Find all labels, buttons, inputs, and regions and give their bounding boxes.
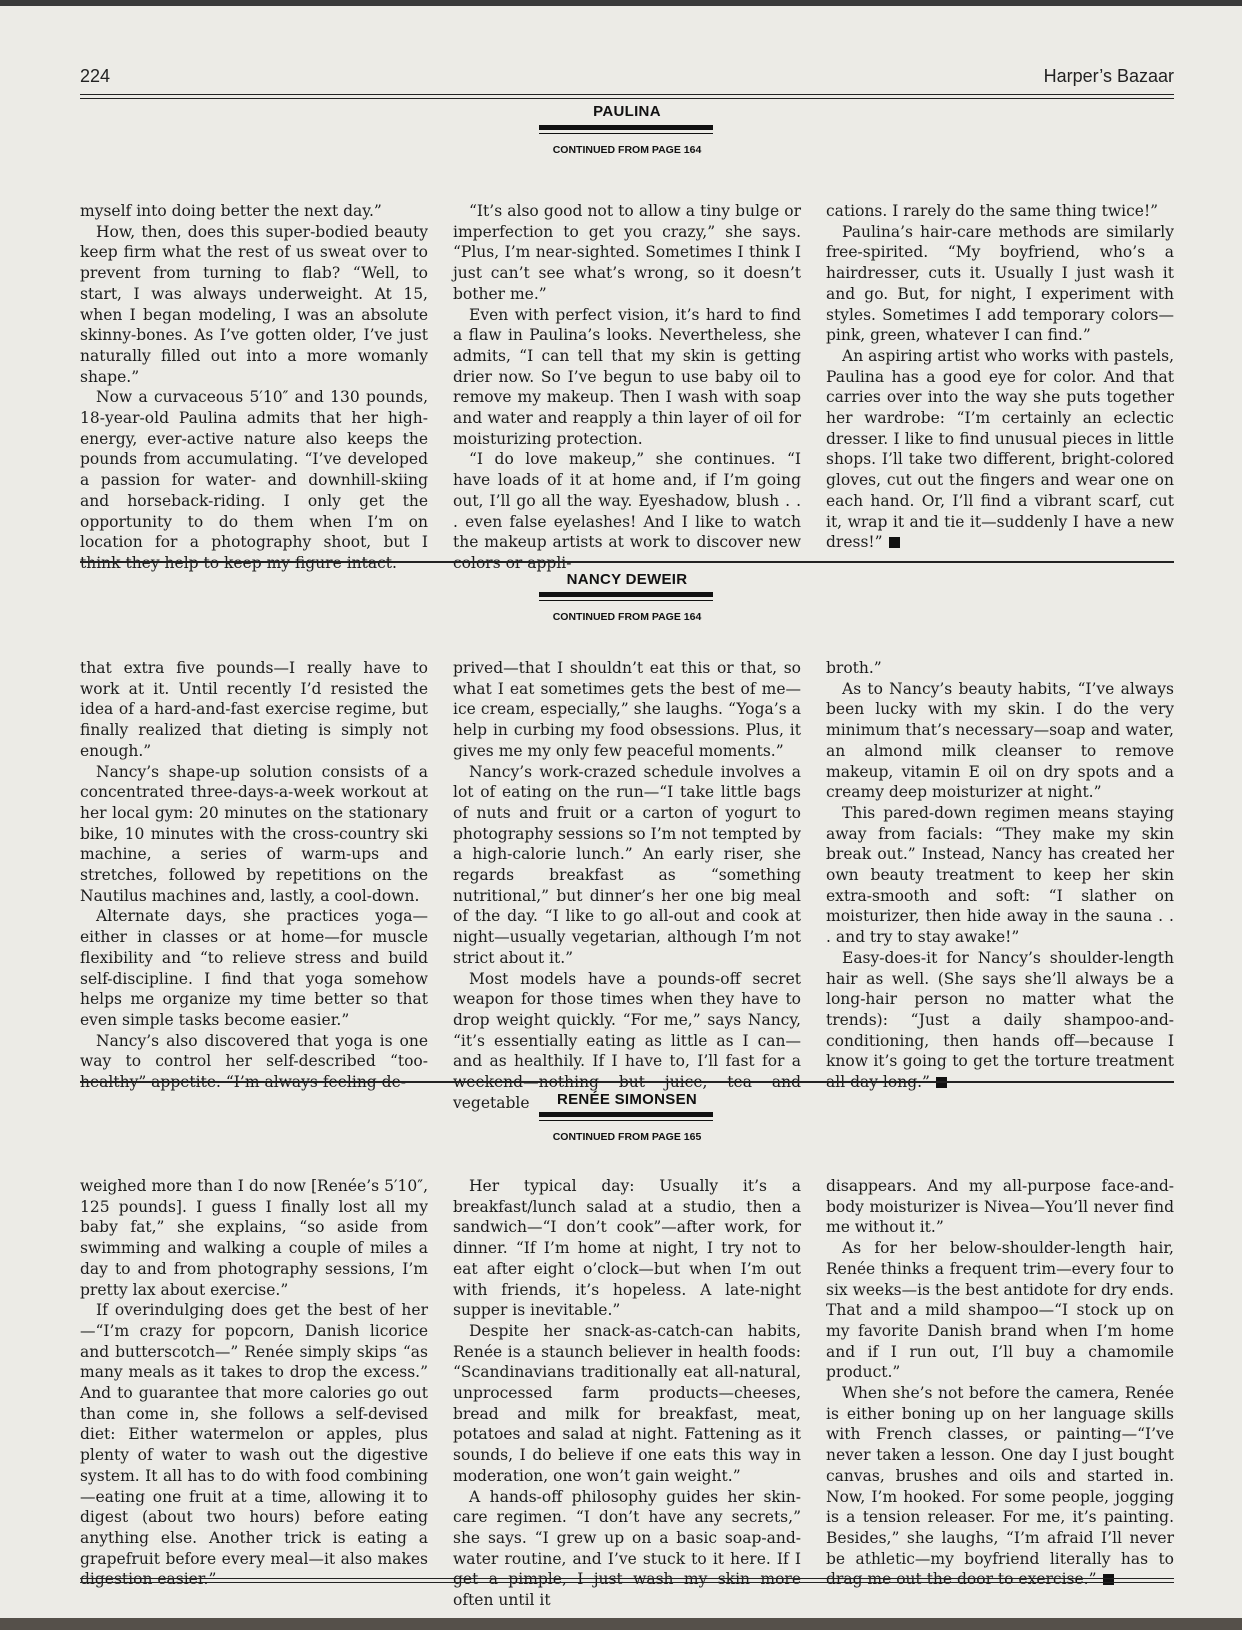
page-number: 224 <box>80 66 111 86</box>
top-edge <box>0 0 1242 6</box>
paragraph: Easy-does-it for Nancy’s shoulder-length hair as well. (She says she’ll always be a long-hair person no matter what the trends): “Just a daily shampoo-and-conditioning, then hands off—because I know it’s going to get the torture treatment all day long.” <box>826 948 1174 1092</box>
paragraph: prived—that I shouldn’t eat this or that, so what I eat sometimes gets the best of me—ice cream, especially,” she laughs. “Yoga’s a help in curbing my food obsessions. Plus, it gives me my only few peaceful moments.” <box>453 659 801 760</box>
paragraph: weighed more than I do now [Renée’s 5′10″, 125 pounds]. I guess I finally lost all my baby fat,” she explains, “so aside from swimming and walking a couple of miles a day to and from photography sessions, I’m pretty lax about exercise.” <box>80 1177 428 1299</box>
paragraph: How, then, does this super-bodied beauty keep firm what the rest of us sweat over to prevent from turning to flab? “Well, to start, I was always underweight. At 15, when I began modeling, I was an absolute skinny-bones. As I’ve gotten older, I’ve just naturally filled out into a more womanly shape.” <box>80 222 428 386</box>
paragraph: that extra five pounds—I really have to work at it. Until recently I’d resisted the idea of a hard-and-fast exercise regime, but finally realized that dieting is simply not enough.” <box>80 659 428 760</box>
continued-from-page: CONTINUED FROM PAGE 164 <box>552 144 702 156</box>
paragraph: An aspiring artist who works with pastels, Paulina has a good eye for color. And that carries over into the way she puts together her wardrobe: “I’m certainly an eclectic dresser. I like to find unusual pieces in little shops. I’ll take two different, bright-colored gloves, cut out the fingers and wear one on each hand. Or, I’ll find a vibrant scarf, cut it, wrap it and tie it—suddenly I have a new dress!” <box>826 346 1174 552</box>
section-title-nancy-deweir: NANCY DEWEIR <box>566 571 688 588</box>
title-rule <box>539 125 713 134</box>
title-rule <box>539 1112 713 1121</box>
paragraph: Alternate days, she practices yoga—either in classes or at home—for muscle flexibility and “to relieve stress and build self-discipline. I find that yoga somehow helps me organize my time better so that even simple tasks become easier.” <box>80 907 428 1029</box>
section-title-paulina: PAULINA <box>593 103 661 120</box>
paragraph: Nancy’s shape-up solution consists of a concentrated three-days-a-week workout at her local gym: 20 minutes on the stationary bike, 10 minutes with the cross-country ski machine, a series of warm-ups and stretches, followed by repetitions on the Nautilus machines and, lastly, a cool-down. <box>80 762 428 905</box>
article-column <box>80 1176 428 1589</box>
paragraph: cations. I rarely do the same thing twice!” <box>826 202 1159 220</box>
article-column <box>80 201 428 572</box>
paragraph: “It’s also good not to allow a tiny bulge or imperfection to get you crazy,” she says. “Plus, I’m near-sighted. Sometimes I think I just can’t see what’s wrong, so it doesn’t bother me.” <box>453 202 801 303</box>
paragraph: A hands-off philosophy guides her skin-care regimen. “I don’t have any secrets,” she says. “I grew up on a basic soap-and-water routine, and I’ve stuck to it here. If I get a pimple, I just wash my skin more often until it <box>453 1487 801 1610</box>
paragraph: myself into doing better the next day.” <box>80 202 382 220</box>
end-mark-icon <box>889 537 900 548</box>
magazine-name: Harper’s Bazaar <box>1043 66 1174 86</box>
paragraph: Most models have a pounds-off secret weapon for those times when they have to drop weight quickly. “For me,” says Nancy, “it’s essentially eating as little as I can—and as healthily. If I have to, I’ll fast for a weekend—nothing but juice, tea and vegetable <box>453 969 801 1112</box>
continued-from-page: CONTINUED FROM PAGE 164 <box>552 611 702 623</box>
paragraph: Even with perfect vision, it’s hard to find a flaw in Paulina’s looks. Nevertheless, she admits, “I can tell that my skin is getting drier now. So I’ve begun to use baby oil to remove my makeup. Then I wash with soap and water and reapply a thin layer of oil for moisturizing protection. <box>453 305 801 448</box>
article-column <box>453 201 801 572</box>
paragraph: Her typical day: Usually it’s a breakfast/lunch salad at a studio, then a sandwich—“I don’t cook”—after work, for dinner. “If I’m home at night, I try not to eat after eight o’clock—but when I’m out with friends, it’s hopeless. A late-night supper is inevitable.” <box>453 1177 801 1320</box>
paragraph: As to Nancy’s beauty habits, “I’ve always been lucky with my skin. I do the very minimum that’s necessary—soap and water, an almond milk cleanser to remove makeup, vitamin E oil on dry spots and a creamy deep moisturizer at night.” <box>826 679 1174 802</box>
paragraph: If overindulging does get the best of her—“I’m crazy for popcorn, Danish licorice and butterscotch—” Renée simply skips “as many meals as it takes to drop the excess.” And to guarantee that more calories go out than come in, she follows a self-devised diet: Either watermelon or apples, plus plenty of water to wash out the digestive system. It all has to do with food combining—eating one fruit at a time, allowing it to digest (about two hours) before eating anything else. Another trick is eating a grapefruit before every meal—it also makes digestion easier.” <box>80 1301 428 1589</box>
article-column <box>826 1176 1174 1589</box>
article-column <box>80 658 428 1092</box>
bottom-edge <box>0 1618 1242 1630</box>
article-column <box>453 1176 801 1610</box>
paragraph: When she’s not before the camera, Renée is either boning up on her language skills with French classes, or painting—“I’ve never taken a lesson. One day I just bought canvas, brushes and oils and started in. Now, I’m hooked. For some people, jogging is a tension releaser. For me, it’s painting. Besides,” she laughs, “I’m afraid I’ll never be athletic—my boyfriend literally has to drag me out the door to exercise.” <box>826 1384 1174 1589</box>
header-rule <box>80 94 1174 99</box>
paragraph: disappears. And my all-purpose face-and-body moisturizer is Nivea—You’ll never find me without it.” <box>826 1177 1174 1237</box>
paragraph: Despite her snack-as-catch-can habits, Renée is a staunch believer in health foods: “Scandinavians traditionally eat all-natural, unprocessed farm products—cheeses, bread and milk for breakfast, meat, potatoes and salad at night. Fattening as it sounds, I do believe if one eats this way in moderation, one won’t gain weight.” <box>453 1321 801 1485</box>
section-title-renee-simonsen: RENÉE SIMONSEN <box>556 1091 698 1108</box>
paragraph: Paulina’s hair-care methods are similarly free-spirited. “My boyfriend, who’s a hairdresser, cuts it. Usually I just wash it and go. But, for night, I experiment with styles. Sometimes I add temporary colors—pink, green, whatever I can find.” <box>826 222 1174 345</box>
paragraph: As for her below-shoulder-length hair, Renée thinks a frequent trim—every four to six weeks—is the best antidote for dry ends. That and a mild shampoo—“I stock up on my favorite Danish brand when I’m home and if I run out, I’ll buy a chamomile product.” <box>826 1239 1174 1382</box>
article-column <box>826 658 1174 1092</box>
section-divider <box>80 561 1174 563</box>
title-rule <box>539 592 713 601</box>
footer-rule <box>80 1578 1174 1583</box>
paragraph: Now a curvaceous 5′10″ and 130 pounds, 18-year-old Paulina admits that her high-energy, ever-active nature also keeps the pounds from accumulating. “I’ve developed a passion for water- and downhill-skiing and horseback-riding. I only get the opportunity to do them when I’m on location for a photography shoot, but I think they help to keep my figure intact. <box>80 388 428 572</box>
section-divider <box>80 1081 1174 1083</box>
article-column <box>826 201 1174 555</box>
paragraph: Nancy’s work-crazed schedule involves a lot of eating on the run—“I take little bags of nuts and fruit or a carton of yogurt to photography sessions so I’m not tempted by a high-calorie lunch.” An early riser, she regards breakfast as “something nutritional,” but dinner’s her one big meal of the day. “I like to go all-out and cook at night—usually vegetarian, although I’m not strict about it.” <box>453 762 801 967</box>
paragraph: “I do love makeup,” she continues. “I have loads of it at home and, if I’m going out, I’ll go all the way. Eyeshadow, blush . . . even false eyelashes! And I like to watch the makeup artists at work to discover new colors or appli- <box>453 450 801 572</box>
paragraph: Nancy’s also discovered that yoga is one way to control her self-described “too-healthy” appetite. “I’m always feeling de- <box>80 1031 428 1092</box>
paragraph: broth.” <box>826 659 882 677</box>
paragraph: This pared-down regimen means staying away from facials: “They make my skin break out.” Instead, Nancy has created her own beauty treatment to keep her skin extra-smooth and soft: “I slather on moisturizer, then hide away in the sauna . . . and try to stay awake!” <box>826 803 1174 947</box>
continued-from-page: CONTINUED FROM PAGE 165 <box>552 1131 702 1143</box>
